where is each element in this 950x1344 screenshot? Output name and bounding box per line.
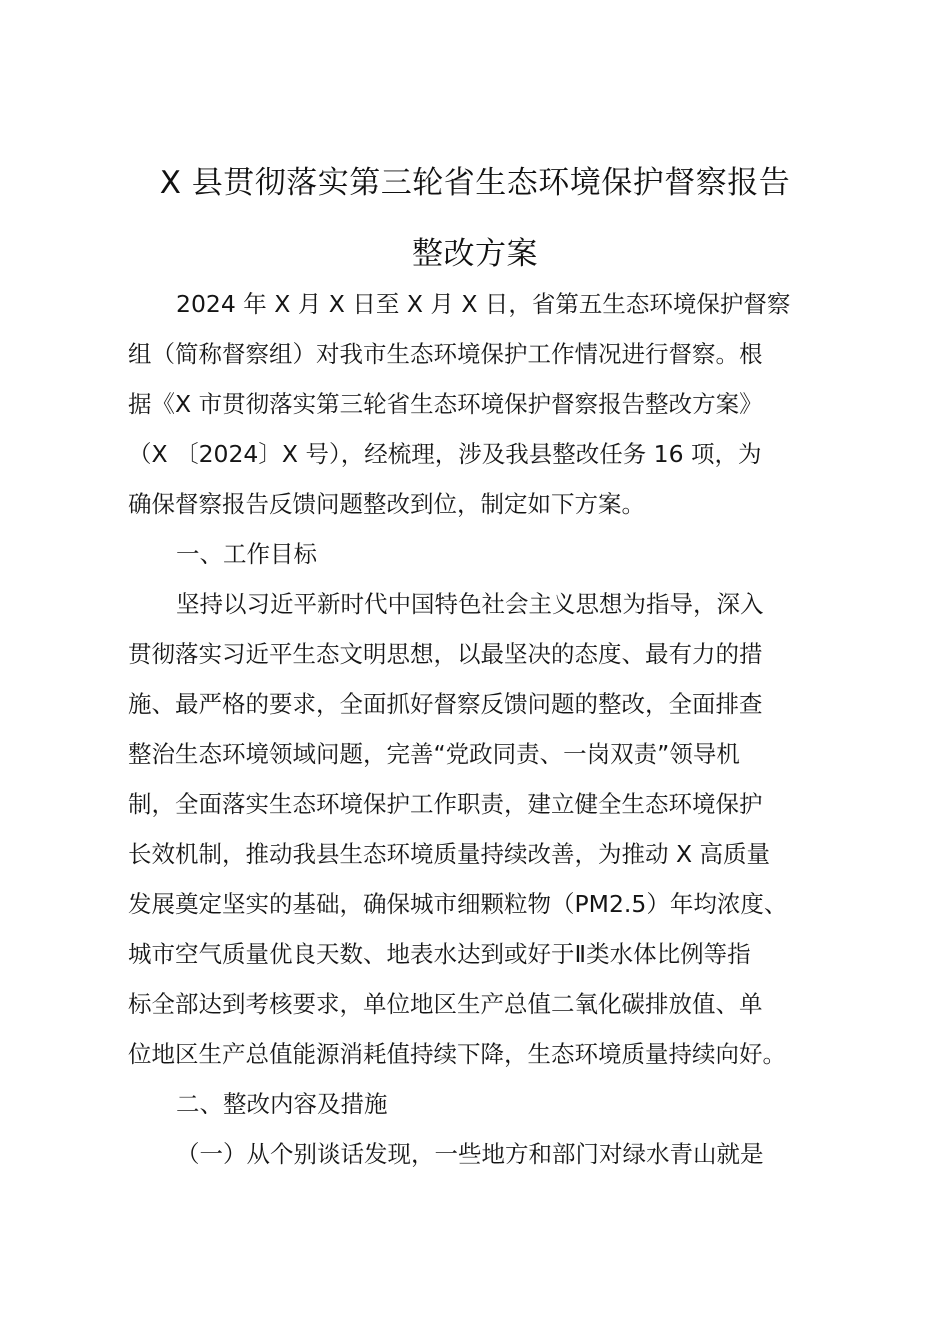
- document-title-line-2: 整改方案: [412, 236, 538, 272]
- paragraph-line: 确保督察报告反馈问题整改到位，制定如下方案。: [128, 490, 645, 518]
- paragraph-line: （一）从个别谈话发现，一些地方和部门对绿水青山就是: [176, 1140, 764, 1168]
- paragraph-line: 施、最严格的要求，全面抓好督察反馈问题的整改，全面排查: [128, 690, 763, 718]
- paragraph-line: 组（简称督察组）对我市生态环境保护工作情况进行督察。根: [128, 340, 763, 368]
- paragraph-line: 整治生态环境领域问题，完善“党政同责、一岗双责”领导机: [128, 740, 740, 768]
- document-title-line-1: X 县贯彻落实第三轮省生态环境保护督察报告: [159, 165, 791, 201]
- section-heading: 二、整改内容及措施: [176, 1090, 388, 1118]
- section-heading: 一、工作目标: [176, 540, 317, 568]
- paragraph-line: 长效机制，推动我县生态环境质量持续改善，为推动 X 高质量: [128, 840, 771, 868]
- paragraph-line: 坚持以习近平新时代中国特色社会主义思想为指导，深入: [176, 590, 764, 618]
- paragraph-line: 2024 年 X 月 X 日至 X 月 X 日，省第五生态环境保护督察: [176, 290, 791, 318]
- paragraph-line: （X 〔2024〕X 号），经梳理，涉及我县整改任务 16 项，为: [128, 440, 762, 468]
- paragraph-line: 据《X 市贯彻落实第三轮省生态环境保护督察报告整改方案》: [128, 390, 763, 418]
- paragraph-line: 城市空气质量优良天数、地表水达到或好于Ⅱ类水体比例等指: [128, 940, 751, 968]
- paragraph-line: 位地区生产总值能源消耗值持续下降，生态环境质量持续向好。: [128, 1040, 786, 1068]
- paragraph-line: 标全部达到考核要求，单位地区生产总值二氧化碳排放值、单: [128, 990, 763, 1018]
- paragraph-line: 贯彻落实习近平生态文明思想，以最坚决的态度、最有力的措: [128, 640, 763, 668]
- paragraph-line: 制，全面落实生态环境保护工作职责，建立健全生态环境保护: [128, 790, 763, 818]
- paragraph-line: 发展奠定坚实的基础，确保城市细颗粒物（PM2.5）年均浓度、: [128, 890, 788, 918]
